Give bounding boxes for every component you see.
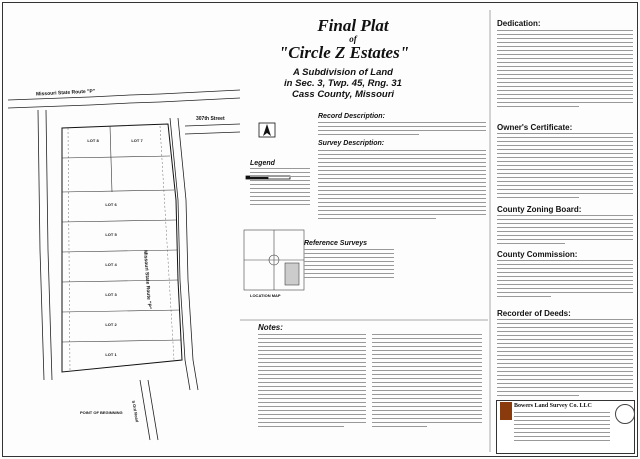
subdivision-boundary [62,124,182,372]
lot-line-7 [62,340,181,342]
left-road-line-2 [46,110,52,380]
dedication-heading: Dedication: [497,19,541,28]
location-map-label: LOCATION MAP [250,293,281,298]
lot-8-label: LOT 8 [87,138,99,143]
lot-line-5 [62,280,178,282]
county-commission-heading: County Commission: [497,250,578,259]
title-block-details [514,412,610,444]
lot-line-6 [62,310,180,312]
surveyor-seal [615,404,635,424]
ord-road-line-2 [148,380,158,440]
ord-road-line [140,380,150,440]
owners-certificate-heading: Owner's Certificate: [497,123,573,132]
left-road-line [38,110,44,380]
subtitle-line-3: Cass County, Missouri [291,89,395,100]
lot-5-label: LOT 5 [105,232,117,237]
lot-8-7-divider [110,126,112,192]
lot-line-1 [62,156,170,158]
plat-title-of: of [349,34,357,44]
subtitle-line-1: A Subdivision of Land [293,67,393,78]
legend-text [250,168,310,208]
county-commission-text [497,260,633,300]
lot-line-2 [62,190,174,192]
reference-surveys-text [304,249,394,281]
plat-title: Final Plat [317,16,389,35]
street-307th-line [185,124,240,126]
dedication-text [497,30,633,110]
recorder-of-deeds-heading: Recorder of Deeds: [497,309,571,318]
lot-line-3 [62,220,176,222]
recorder-of-deeds-text [497,319,633,399]
north-arrow-graphic [259,123,275,137]
street-307th-label: 307th Street [196,116,225,122]
missouri-route-side-label: Missouri State Route "P" [142,250,153,310]
county-zoning-board-heading: County Zoning Board: [497,205,582,214]
reference-surveys-heading: Reference Surveys [304,240,368,247]
survey-description-text [318,150,486,222]
notes-column-2 [372,334,482,430]
lot-6-label: LOT 6 [105,202,117,207]
county-zoning-board-text [497,215,633,247]
lot-line-4 [62,250,177,252]
point-of-beginning-label: POINT OF BEGINNING [80,410,123,415]
street-307th-line-2 [185,132,240,134]
company-logo [500,402,512,420]
subdivision-name: "Circle Z Estates" [278,43,410,62]
lot-1-label: LOT 1 [105,352,117,357]
lot-3-label: LOT 3 [105,292,117,297]
missouri-route-top-line-2 [8,98,240,108]
plat-subtitle [268,67,418,100]
lot-7-label: LOT 7 [131,138,143,143]
legend-heading: Legend [250,160,275,167]
owners-certificate-text [497,133,633,201]
notes-heading: Notes: [258,323,283,332]
record-description-text [318,122,486,138]
ord-road-label: S Ord Road [131,400,140,423]
missouri-route-top-label: Missouri State Route "P" [35,88,96,98]
notes-column-1 [258,334,366,430]
company-name: Bowers Land Survey Co. LLC [514,403,592,409]
record-description-heading: Record Description: [318,113,385,120]
setback-line-left [68,128,70,372]
subtitle-line-2: in Sec. 3, Twp. 45, Rng. 31 [284,78,402,89]
lot-2-label: LOT 2 [105,322,117,327]
location-map-graphic [244,230,304,290]
survey-description-heading: Survey Description: [318,140,385,147]
lot-4-label: LOT 4 [105,262,117,267]
